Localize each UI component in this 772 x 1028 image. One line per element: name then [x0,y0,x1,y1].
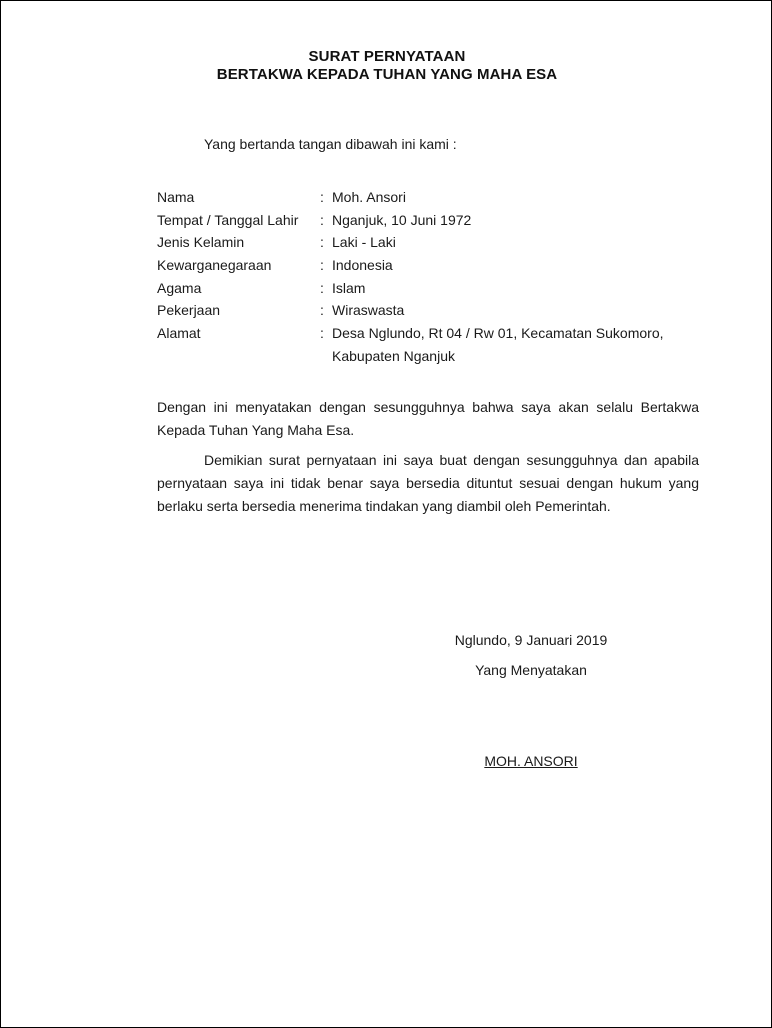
field-colon: : [320,302,324,318]
field-label: Tempat / Tanggal Lahir [157,212,299,228]
field-value: Desa Nglundo, Rt 04 / Rw 01, Kecamatan Sukomoro, [332,325,664,341]
closing-paragraph: Demikian surat pernyataan ini saya buat dengan sesungguhnya dan apabila pernyataan saya ini tidak benar saya bersedia dituntut sesuai dengan hukum yang berlaku serta bersedia menerima tindakan yang diambil oleh Pemerintah. [157,452,699,514]
field-value: Wiraswasta [332,302,405,318]
field-label: Agama [157,280,202,296]
field-colon: : [320,280,324,296]
field-value: Islam [332,280,366,296]
intro-text: Yang bertanda tangan dibawah ini kami : [204,136,457,152]
field-value: Laki - Laki [332,234,396,250]
field-label: Kewarganegaraan [157,257,272,273]
signatory-name: MOH. ANSORI [484,753,578,769]
field-row-alamat [157,322,717,364]
field-row-tempat-tanggal-lahir [157,209,717,231]
field-colon: : [320,212,324,228]
field-row-agama [157,277,717,299]
field-value: Nganjuk, 10 Juni 1972 [332,212,472,228]
field-value: Indonesia [332,257,393,273]
field-label: Nama [157,189,195,205]
signatory-role: Yang Menyatakan [475,662,587,678]
document-subtitle: BERTAKWA KEPADA TUHAN YANG MAHA ESA [216,66,558,83]
field-colon: : [320,257,324,273]
field-row-jenis-kelamin [157,231,717,253]
field-colon: : [320,189,324,205]
field-label: Jenis Kelamin [157,234,245,250]
field-label: Alamat [157,325,201,341]
document-title: SURAT PERNYATAAN [308,48,466,65]
field-value-continued: Kabupaten Nganjuk [332,348,455,364]
place-date: Nglundo, 9 Januari 2019 [454,632,608,648]
statement-paragraph: Dengan ini menyatakan dengan sesungguhnya bahwa saya akan selalu Bertakwa Kepada Tuhan Yang Maha Esa. [157,399,699,438]
field-value: Moh. Ansori [332,189,406,205]
field-row-nama [157,186,717,208]
field-label: Pekerjaan [157,302,221,318]
field-row-kewarganegaraan [157,254,717,276]
field-colon: : [320,325,324,341]
field-row-pekerjaan [157,299,717,321]
field-colon: : [320,234,324,250]
